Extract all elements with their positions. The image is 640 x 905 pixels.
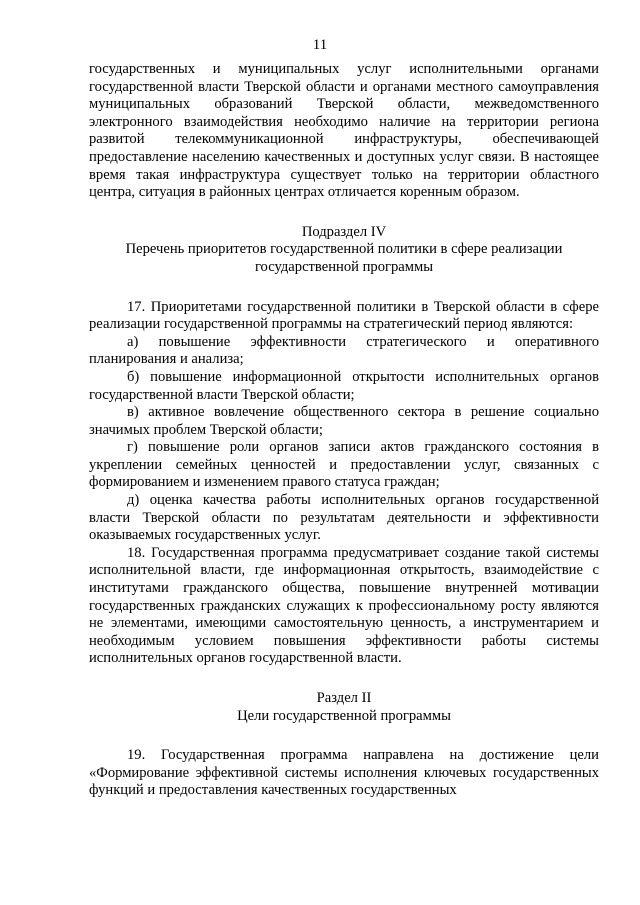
- spacer: [89, 668, 599, 690]
- item-17-lead: 17. Приоритетами государственной политики в Тверской области в сфере реализации государственной программы на стратегический период являются:: [89, 298, 599, 333]
- page-number: 11: [312, 37, 328, 53]
- item-17-point-a: а) повышение эффективности стратегического и оперативного планирования и анализа;: [89, 333, 599, 368]
- item-17-point-d: г) повышение роли органов записи актов гражданского состояния в укреплении семейных ценностей и предоставлении услуг, связанных с формированием и изменением правого статуса граждан;: [89, 439, 599, 491]
- item-17-point-c: в) активное вовлечение общественного сектора в решение социально значимых проблем Тверской области;: [89, 404, 599, 438]
- item-18-paragraph: 18. Государственная программа предусматривает создание такой системы исполнительной власти, где информационная открытость, взаимодействие с институтами гражданского общества, повышение внутренней мотивации государственных гражданских служащих к профессиональному росту являются не элементами, имеющими самостоятельную ценность, а инструментарием и необходимым условием повышения эффективности работы системы исполнительных органов государственной власти.: [89, 544, 599, 667]
- subsection-label: Подраздел IV: [301, 223, 387, 240]
- item-17-point-b: б) повышение информационной открытости исполнительных органов государственной власти Тверской области;: [89, 368, 599, 403]
- section-label: Раздел II: [316, 690, 372, 706]
- item-17-point-e: д) оценка качества работы исполнительных органов государственной власти Тверской области по результатам деятельности и эффективности оказываемых государственных услуг.: [89, 492, 599, 544]
- spacer: [89, 725, 599, 747]
- page-content: [89, 61, 599, 800]
- spacer: [89, 277, 599, 299]
- item-19-paragraph: 19. Государственная программа направлена на достижение цели «Формирование эффективной системы исполнения ключевых государственных функций и предоставления качественных государственных: [89, 747, 599, 799]
- spacer: [89, 202, 599, 224]
- intro-paragraph: государственных и муниципальных услуг исполнительными органами государственной власти Тверской области и органами местного самоуправления муниципальных образований Тверской области, межведомственного электронного взаимодействия необходимо наличие на территории региона развитой телекоммуникационной инфраструктуры, обеспечивающей предоставление населению качественных и доступных услуг связи. В настоящее время такая инфраструктура существует только на территории областного центра, ситуация в районных центрах отличается коренным образом.: [89, 61, 599, 201]
- subsection-title: Перечень приоритетов государственной политики в сфере реализации государственной программы: [125, 241, 563, 275]
- section-title: Цели государственной программы: [237, 707, 451, 724]
